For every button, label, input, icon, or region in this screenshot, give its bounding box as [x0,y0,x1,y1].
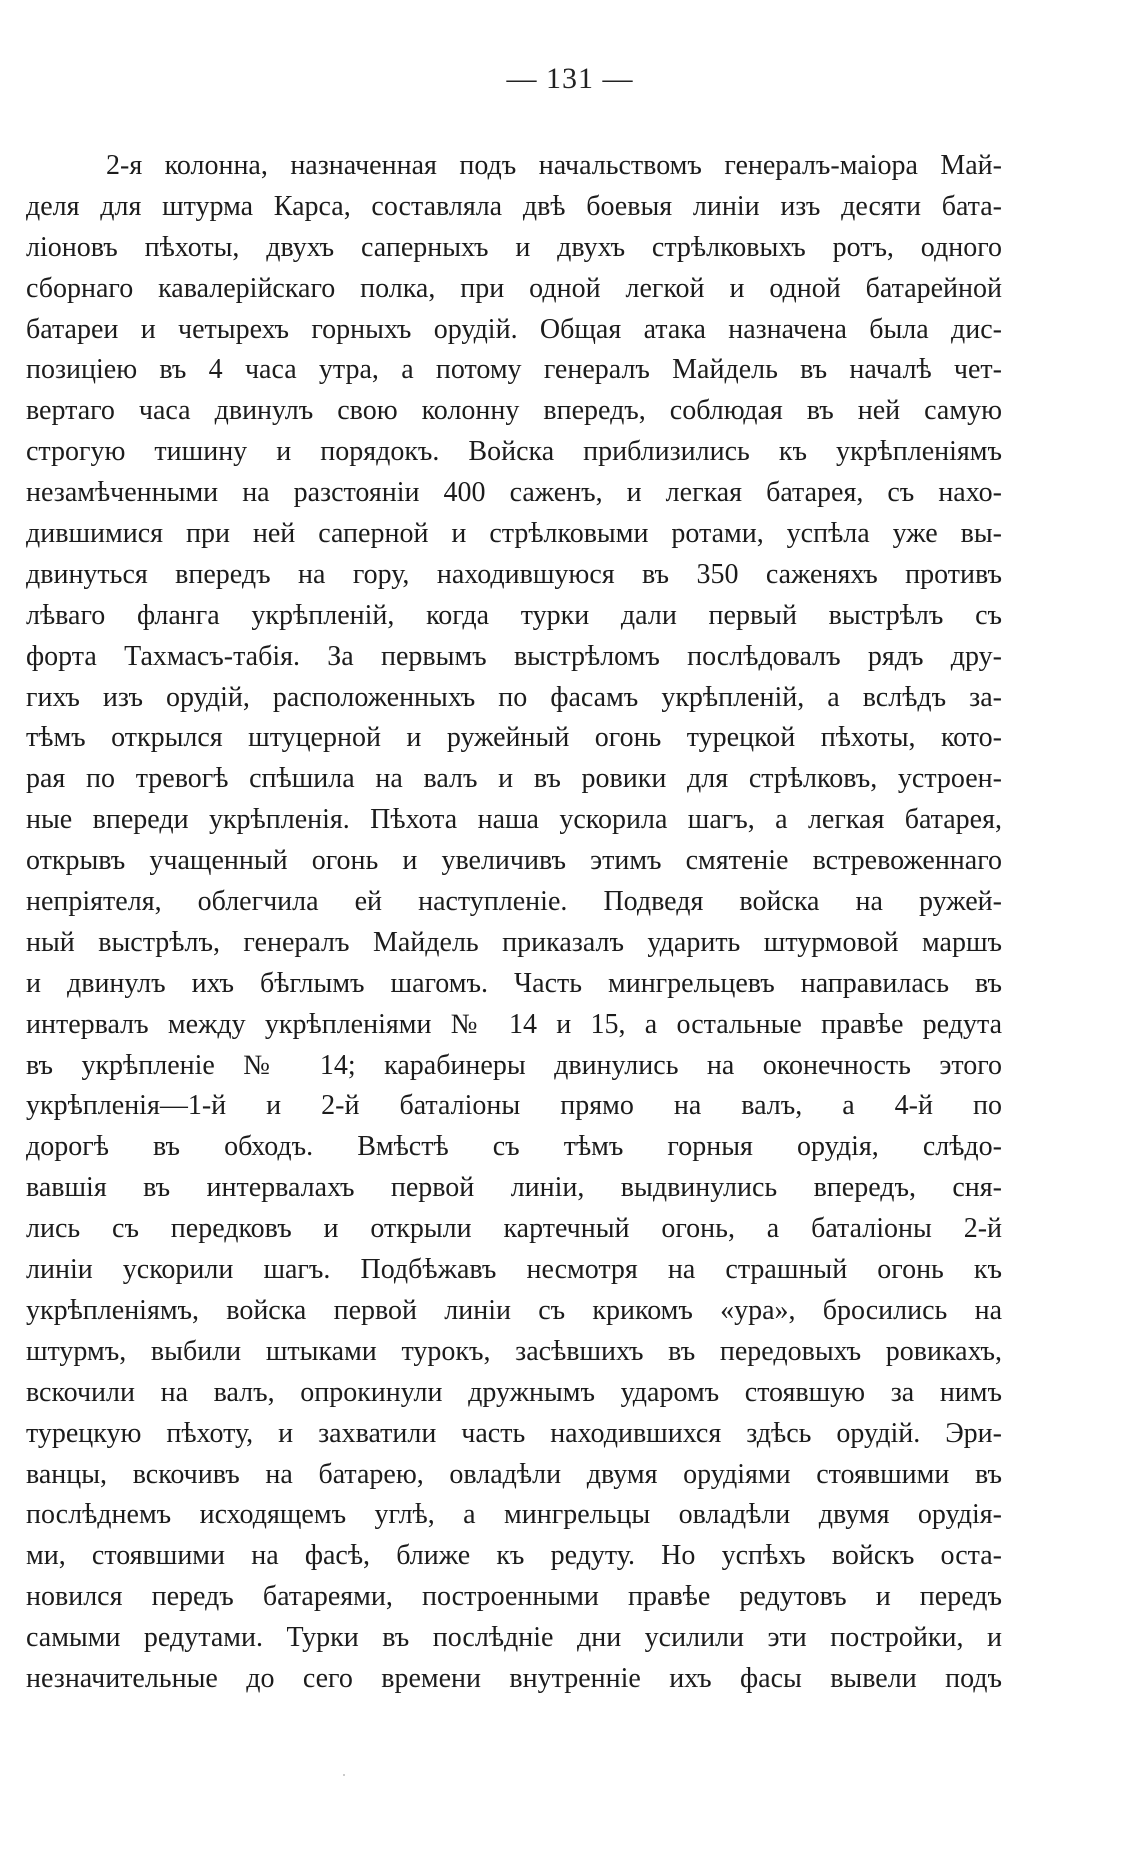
text-line: укрѣпленіямъ, войска первой линіи съ крикомъ «ура», бросились на [26,1294,1002,1326]
page-number: — 131 — [506,62,634,95]
text-line: дившимися при ней саперной и стрѣлковыми ротами, успѣла уже вы- [26,518,1002,550]
text-line: вертаго часа двинулъ свою колонну впередъ, соблюдая въ ней самую [26,395,1002,427]
text-line: деля для штурма Карса, составляла двѣ боевыя линіи изъ десяти бата- [26,190,1002,222]
text-line: ный выстрѣлъ, генералъ Майдель приказалъ ударить штурмовой маршъ [26,926,1002,958]
text-line: турецкую пѣхоту, и захватили часть находившихся здѣсь орудій. Эри- [26,1417,1002,1449]
text-line: открывъ учащенный огонь и увеличивъ этимъ смятеніе встревоженнаго [26,845,1002,877]
body-text [26,146,1002,1700]
text-line: непріятеля, облегчила ей наступленіе. Подведя войска на ружей- [26,886,1002,918]
text-line: тѣмъ открылся штуцерной и ружейный огонь турецкой пѣхоты, кото- [26,722,1002,754]
text-line: штурмъ, выбили штыками турокъ, засѣвшихъ въ передовыхъ ровикахъ, [26,1335,1002,1367]
text-line: ми, стоявшими на фасѣ, ближе къ редуту. Но успѣхъ войскъ оста- [26,1540,1002,1572]
text-line: вавшія въ интервалахъ первой линіи, выдвинулись впередъ, сня- [26,1172,1002,1204]
text-line: самыми редутами. Турки въ послѣдніе дни усилили эти постройки, и [26,1622,1002,1654]
text-line: ліоновъ пѣхоты, двухъ саперныхъ и двухъ стрѣлковыхъ ротъ, одного [26,231,1002,263]
text-line: интервалъ между укрѣпленіями № 14 и 15, а остальные правѣе редута [26,1008,1002,1040]
text-line: строгую тишину и порядокъ. Войска приблизились къ укрѣпленіямъ [26,436,1002,468]
text-line: незначительные до сего времени внутренніе ихъ фасы вывели подъ [26,1662,1002,1694]
text-line: гихъ изъ орудій, расположенныхъ по фасамъ укрѣпленій, а вслѣдъ за- [26,681,1002,713]
text-line: въ укрѣпленіе № 14; карабинеры двинулись на оконечность этого [26,1049,1002,1081]
text-line: послѣднемъ исходящемъ углѣ, а мингрельцы овладѣли двумя орудія- [26,1499,1002,1531]
text-line: форта Тахмасъ-табія. За первымъ выстрѣломъ послѣдовалъ рядъ дру- [26,640,1002,672]
text-line: незамѣченными на разстояніи 400 саженъ, и легкая батарея, съ нахо- [26,477,1002,509]
text-line: позиціею въ 4 часа утра, а потому генералъ Майдель въ началѣ чет- [26,354,1002,386]
text-line: батареи и четырехъ горныхъ орудій. Общая атака назначена была дис- [26,313,1002,345]
text-line: дорогѣ въ обходъ. Вмѣстѣ съ тѣмъ горныя орудія, слѣдо- [26,1131,1002,1163]
text-line: двинуться впередъ на гору, находившуюся въ 350 саженяхъ противъ [26,558,1002,590]
text-line: и двинулъ ихъ бѣглымъ шагомъ. Часть мингрельцевъ направилась въ [26,967,1002,999]
text-line: новился передъ батареями, построенными правѣе редутовъ и передъ [26,1581,1002,1613]
text-line: укрѣпленія—1-й и 2-й баталіоны прямо на валъ, а 4-й по [26,1090,1002,1122]
text-line: ные впереди укрѣпленія. Пѣхота наша ускорила шагъ, а легкая батарея, [26,804,1002,836]
text-line: вскочили на валъ, опрокинули дружнымъ ударомъ стоявшую за нимъ [26,1376,1002,1408]
text-line: лись съ передковъ и открыли картечный огонь, а баталіоны 2-й [26,1213,1002,1245]
text-line: 2-я колонна, назначенная подъ начальствомъ генералъ-маіора Май- [106,150,1002,181]
text-line: сборнаго кавалерійскаго полка, при одной легкой и одной батарейной [26,272,1002,304]
text-line: рая по тревогѣ спѣшила на валъ и въ ровики для стрѣлковъ, устроен- [26,763,1002,795]
text-line: ванцы, вскочивъ на батарею, овладѣли двумя орудіями стоявшими въ [26,1458,1002,1490]
scan-speck [343,1774,345,1776]
text-line: лѣваго фланга укрѣпленій, когда турки дали первый выстрѣлъ съ [26,599,1002,631]
text-line: линіи ускорили шагъ. Подбѣжавъ несмотря на страшный огонь къ [26,1254,1002,1286]
